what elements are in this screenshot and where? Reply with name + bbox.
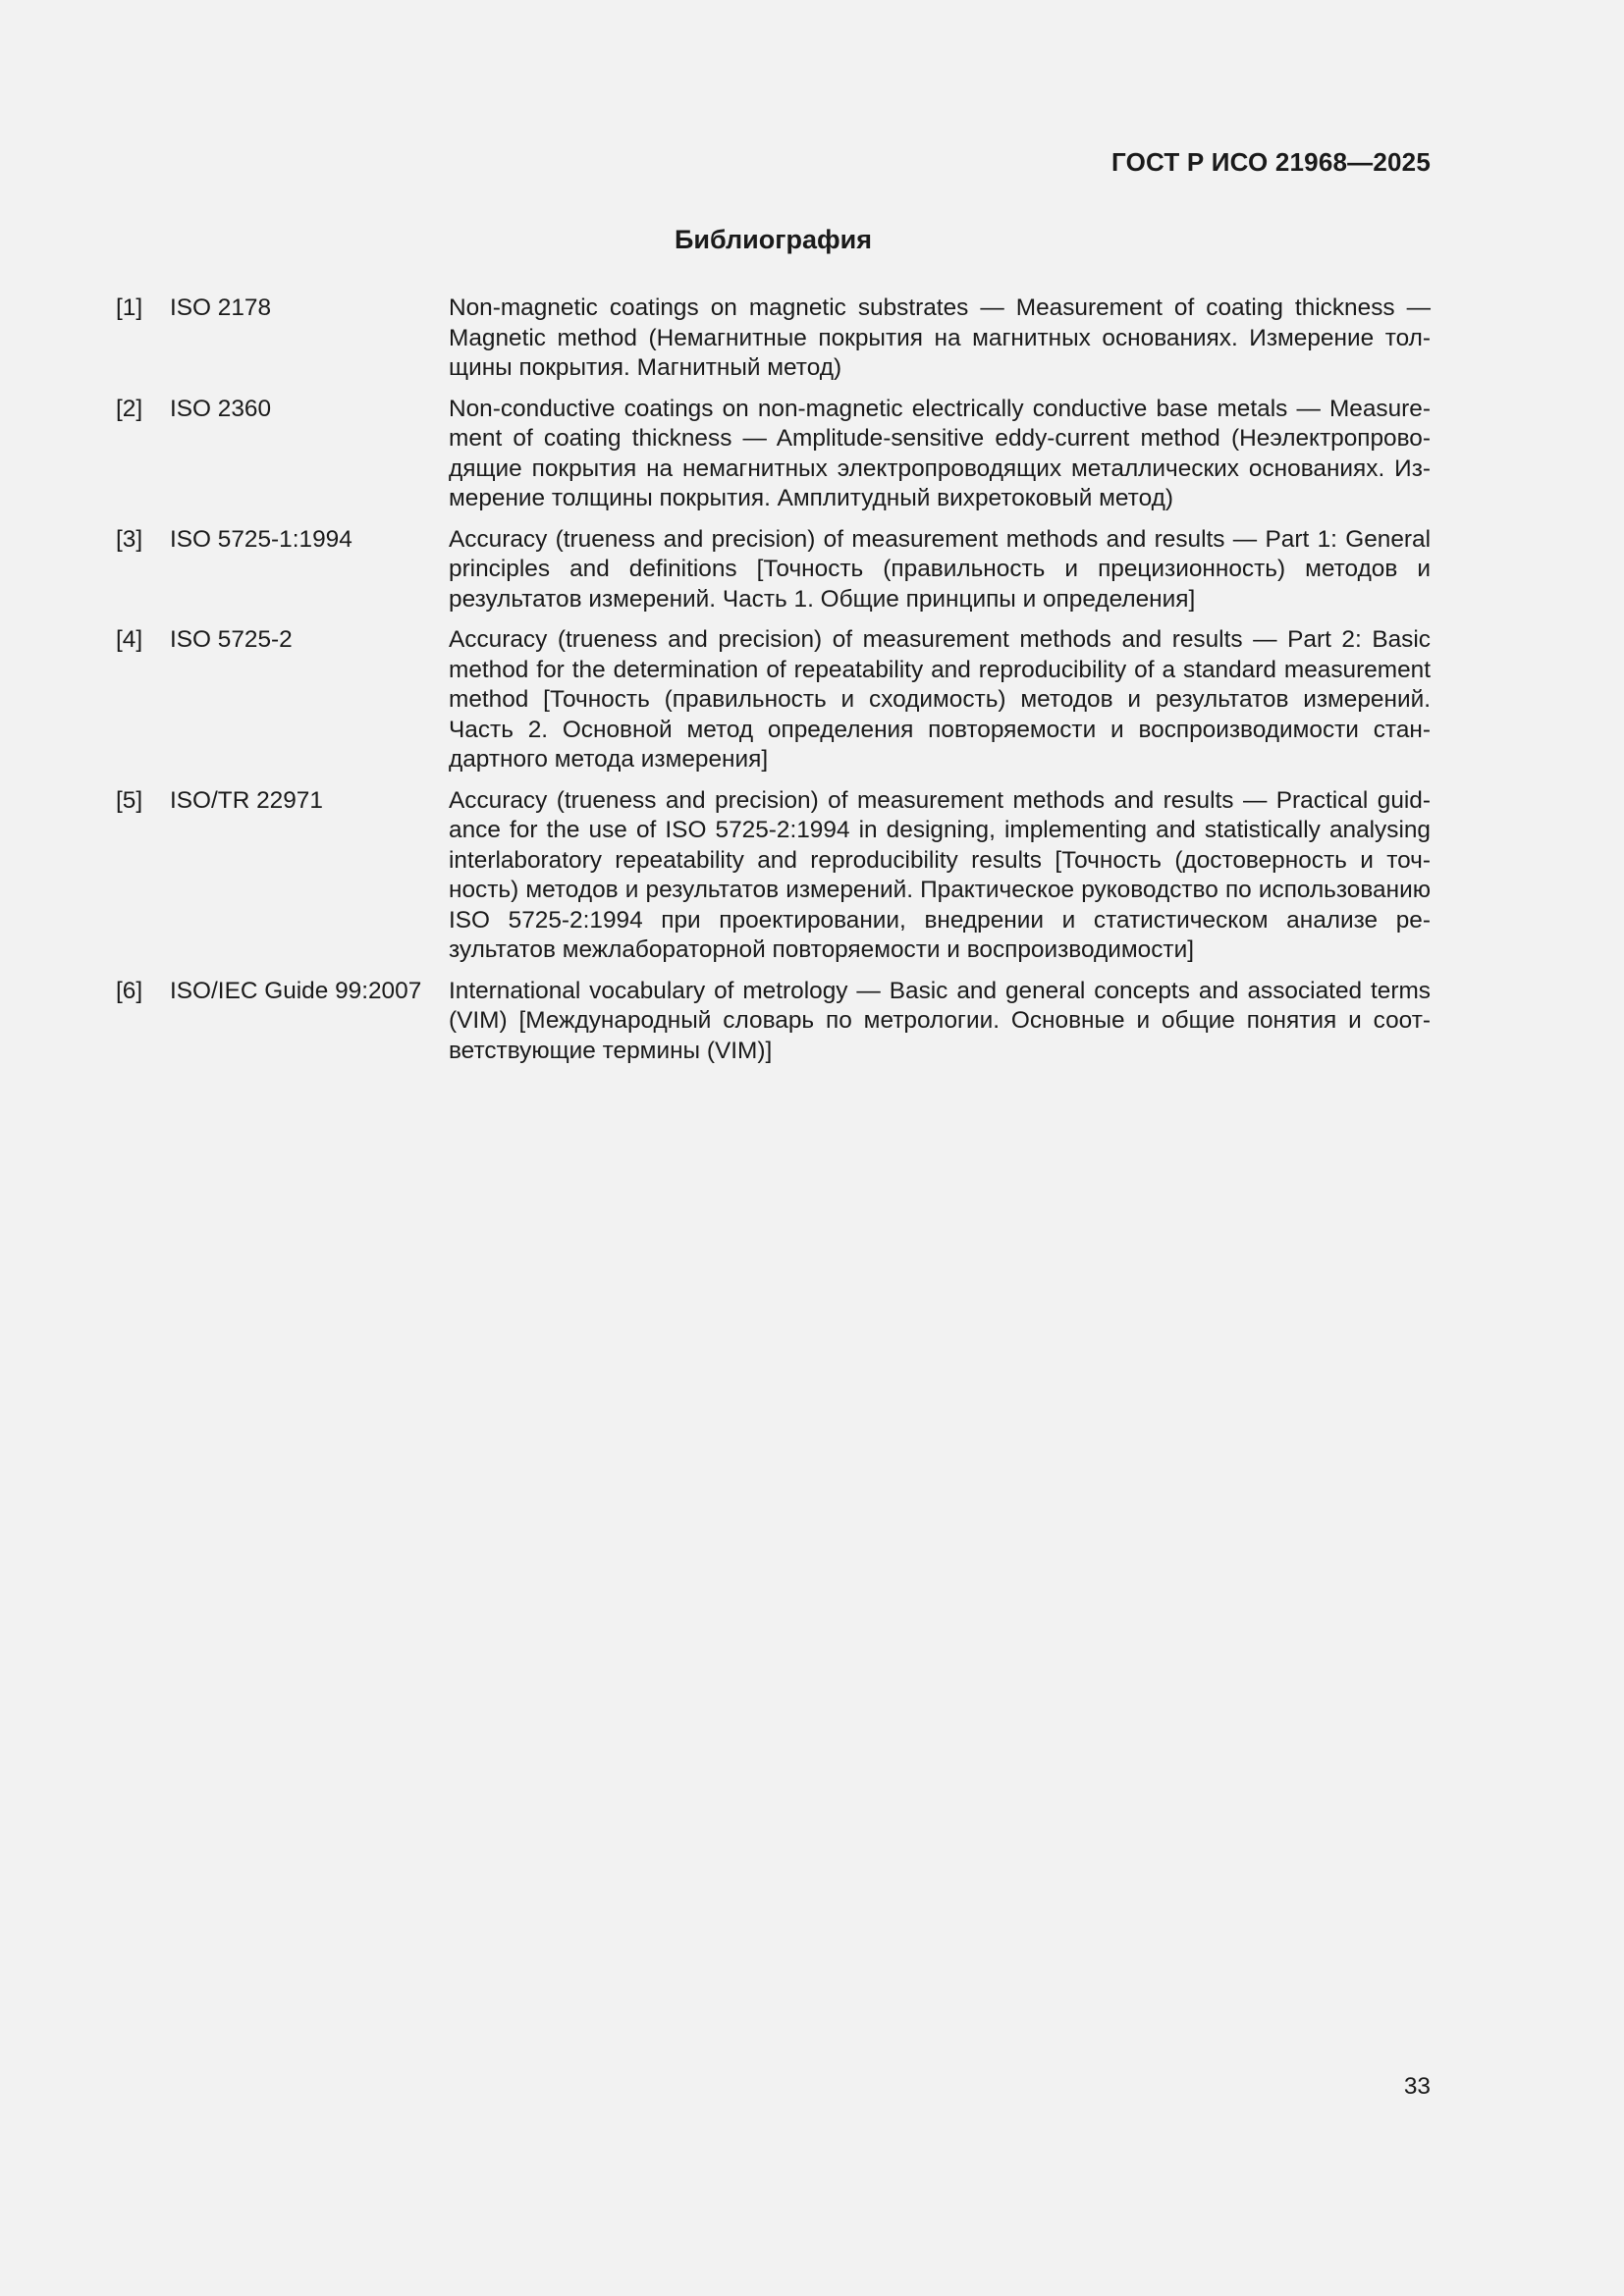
bibliography-entry-3 — [116, 525, 1431, 615]
entry-standard-code: ISO/IEC Guide 99:2007 — [170, 977, 422, 1004]
entry-standard-code: ISO 5725-2 — [170, 626, 293, 653]
entry-number: [1] — [116, 294, 143, 321]
bibliography-list — [116, 294, 1431, 1077]
entry-number: [2] — [116, 395, 143, 422]
entry-title: Non-conductive coatings on non-magnetic electrically conductive base metals — Measurement of coating thickness — Amplitude-sensitive eddy-current method (Неэлектропроводящие покрытия на немагнитных электропроводящих металлических основаниях. Измерение толщины покрытия. Амплитудный вихретоковый метод) — [449, 395, 1431, 511]
bibliography-title: Библиография — [675, 225, 872, 254]
entry-title: Accuracy (trueness and precision) of measurement methods and results — Part 1: General principles and definitions [Точность (правильность и прецизионность) методов и результатов измерений. Часть 1. Общие принципы и определения] — [449, 525, 1431, 613]
entry-number: [6] — [116, 977, 143, 1004]
document-code-header: ГОСТ Р ИСО 21968—2025 — [1110, 147, 1431, 177]
bibliography-entry-5 — [116, 786, 1431, 966]
page-number: 33 — [1403, 2073, 1431, 2100]
bibliography-entry-1 — [116, 294, 1431, 384]
bibliography-entry-2 — [116, 395, 1431, 514]
entry-standard-code: ISO/TR 22971 — [170, 786, 323, 814]
bibliography-entry-6 — [116, 977, 1431, 1067]
entry-title: International vocabulary of metrology — Basic and general concepts and associated terms (VIM) [Международный словарь по метрологии. Основные и общие понятия и соответствующие термины (VIM)] — [449, 977, 1431, 1064]
entry-number: [4] — [116, 626, 143, 653]
entry-title: Non-magnetic coatings on magnetic substrates — Measurement of coating thickness — Magnetic method (Немагнитные покрытия на магнитных основаниях. Измерение толщины покрытия. Магнитный метод) — [449, 294, 1431, 381]
entry-standard-code: ISO 5725-1:1994 — [170, 525, 352, 553]
entry-number: [5] — [116, 786, 143, 814]
entry-title: Accuracy (trueness and precision) of measurement methods and results — Part 2: Basic method for the determination of repeatability and reproducibility of a standard measurement method [Точность (правильность и сходимость) методов и результатов измерений. Часть 2. Основной метод определения повторяемости и воспроизводимости стандартного метода измерения] — [449, 626, 1431, 773]
bibliography-entry-4 — [116, 625, 1431, 775]
entry-standard-code: ISO 2178 — [170, 294, 272, 321]
entry-number: [3] — [116, 525, 143, 553]
entry-title: Accuracy (trueness and precision) of measurement methods and results — Practical guidance for the use of ISO 5725-2:1994 in designing, implementing and statistically analysing interlaboratory repeatability and reproducibility results [Точность (достоверность и точность) методов и результатов измерений. Практическое руководство по использованию ISO 5725-2:1994 при проектировании, внедрении и статистическом анализе результатов межлабораторной повторяемости и воспроизводимости] — [449, 786, 1431, 963]
entry-standard-code: ISO 2360 — [170, 395, 272, 422]
